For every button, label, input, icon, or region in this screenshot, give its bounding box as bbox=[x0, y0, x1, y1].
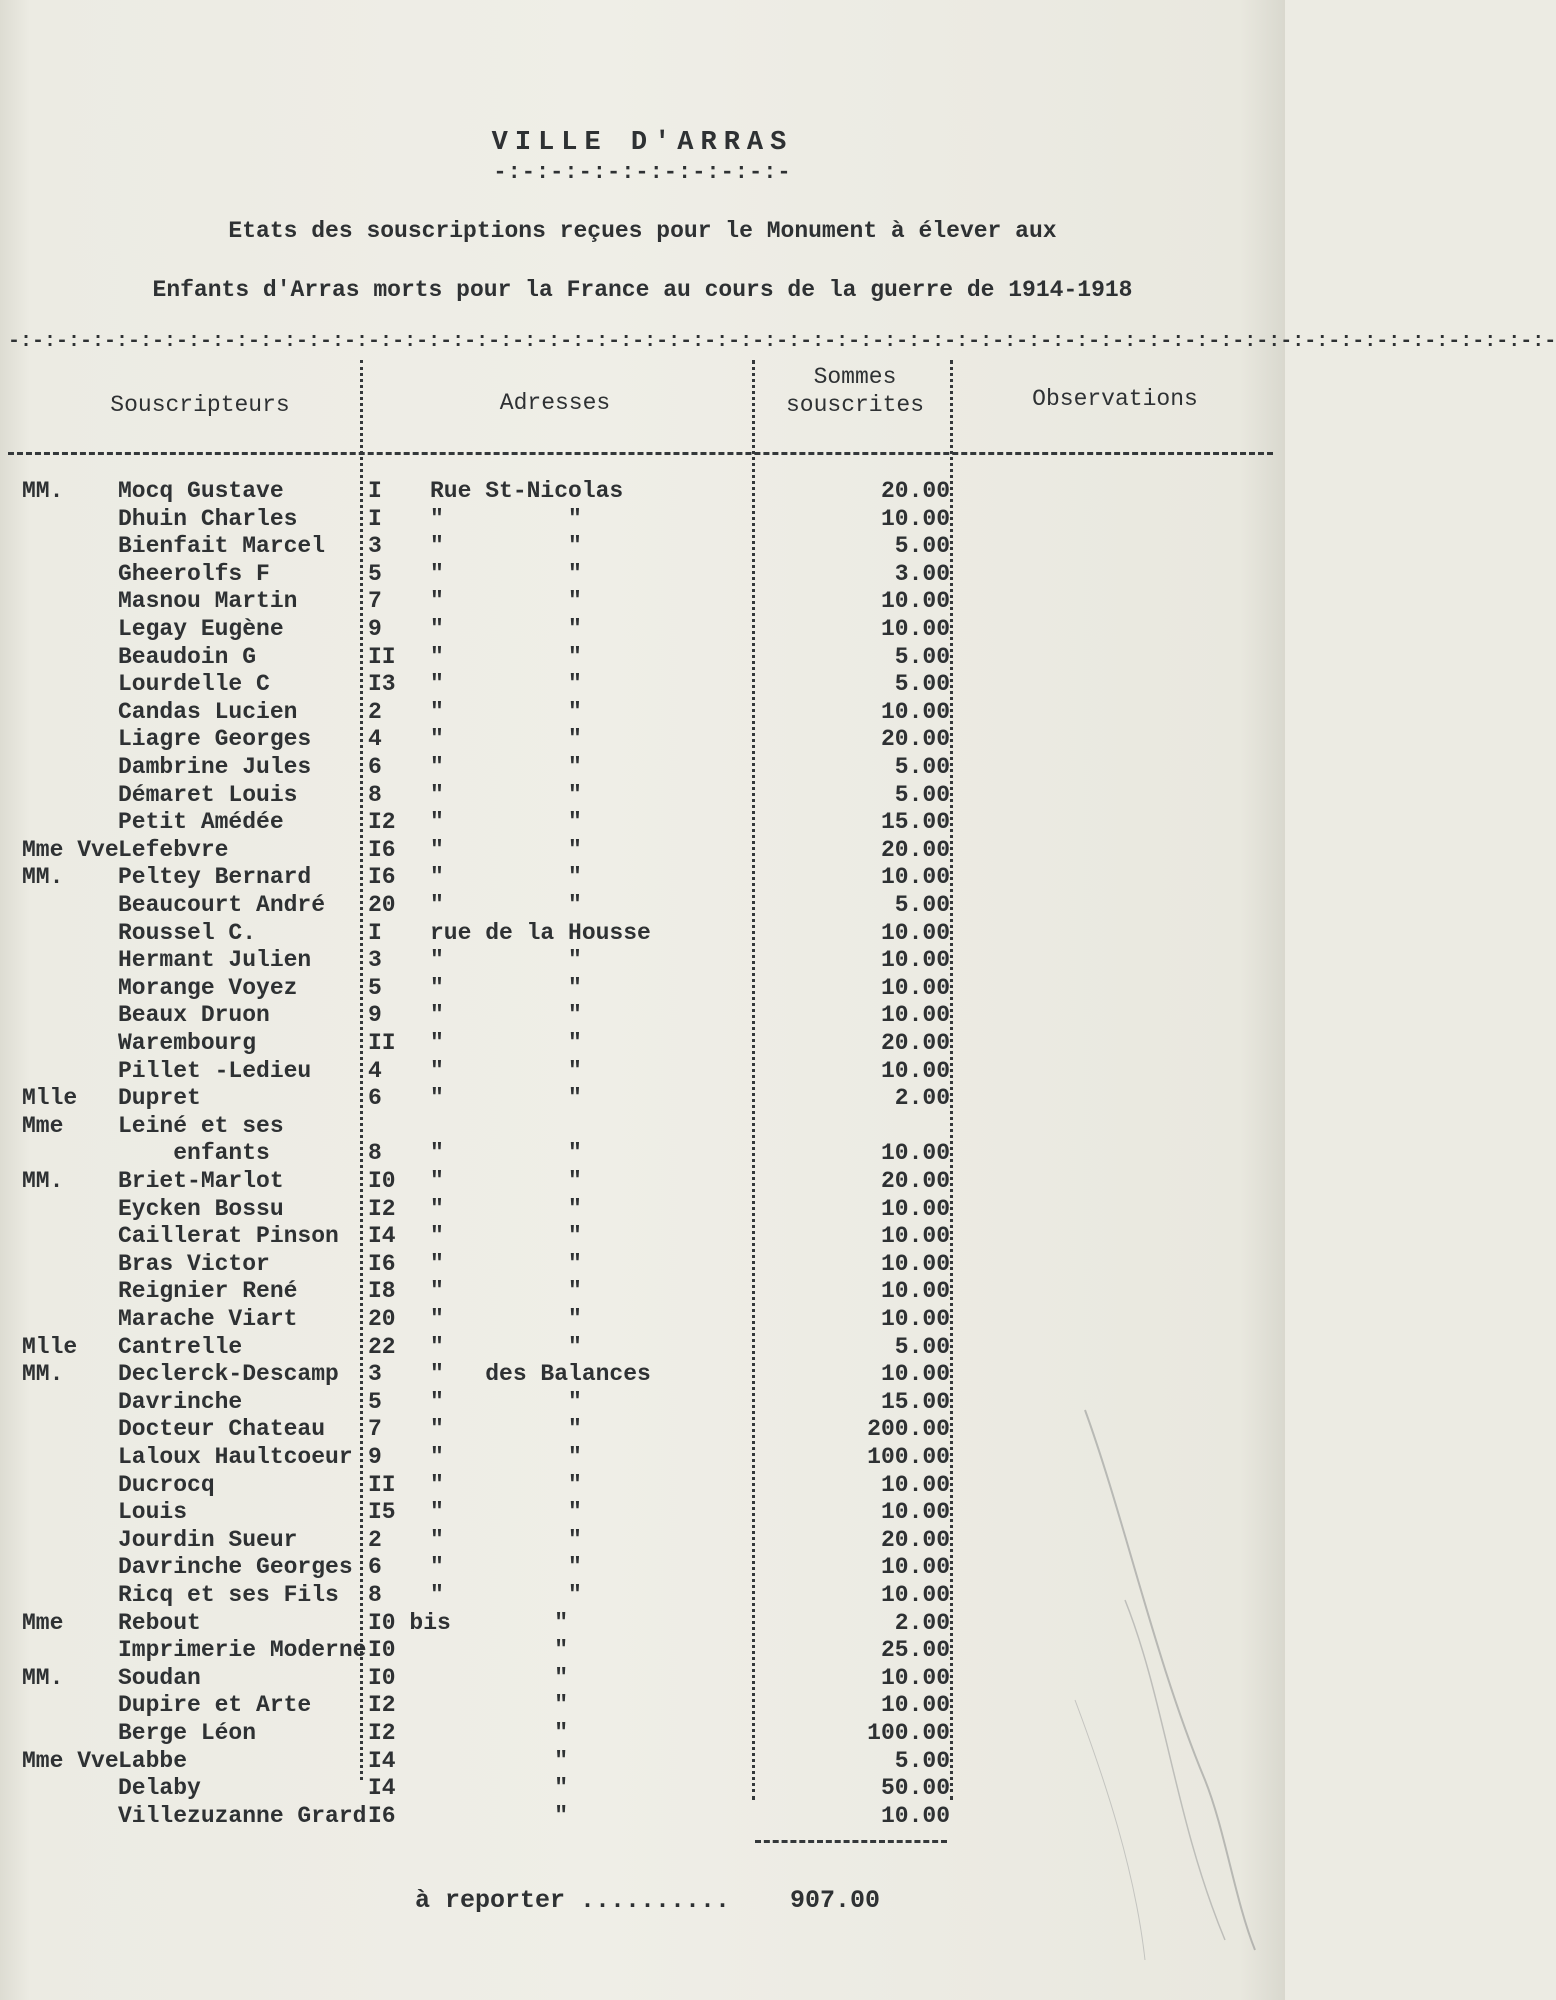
address-number: 22 bbox=[368, 1333, 396, 1360]
address-number: I bbox=[368, 919, 382, 946]
subscription-amount: 20.00 bbox=[880, 478, 950, 504]
address-number: 6 bbox=[368, 1085, 382, 1112]
subscription-amount: 5.00 bbox=[894, 671, 950, 698]
subscription-amount: 10.00 bbox=[880, 947, 950, 974]
subscriber-prefix: MM. bbox=[22, 1664, 64, 1691]
address-street: " " bbox=[430, 1526, 582, 1553]
subscriber-prefix: Mme Vve bbox=[22, 1747, 119, 1774]
address-number: I2 bbox=[368, 1720, 396, 1746]
table-row bbox=[0, 1306, 1285, 1334]
subscription-amount: 10.00 bbox=[880, 1002, 950, 1029]
subscriber-name: Beaudoin G bbox=[118, 643, 257, 670]
address-street: " " bbox=[430, 781, 582, 808]
subscriber-name: Declerck-Descamp bbox=[118, 1361, 339, 1388]
subscriber-name: Delaby bbox=[118, 1775, 201, 1802]
address-number: I0 bbox=[368, 1637, 396, 1664]
subscription-amount: 10.00 bbox=[880, 588, 950, 615]
address-street: " bbox=[430, 1802, 569, 1829]
address-number: I6 bbox=[368, 836, 396, 863]
header-adresses: Adresses bbox=[499, 390, 611, 416]
subscriber-name: Docteur Chateau bbox=[118, 1416, 326, 1443]
table-row bbox=[0, 1196, 1285, 1224]
paper-crease-marks bbox=[1065, 1400, 1265, 1960]
header-observations: Observations bbox=[1032, 386, 1198, 412]
address-street: " " bbox=[430, 864, 582, 891]
subscription-amount: 3.00 bbox=[894, 560, 950, 587]
subscriber-name: Bienfait Marcel bbox=[118, 533, 326, 560]
subscriber-prefix: Mme Vve bbox=[22, 836, 119, 863]
subscriber-name: Soudan bbox=[118, 1664, 201, 1691]
total-rule bbox=[755, 1840, 947, 1843]
subscriber-name: Cantrelle bbox=[118, 1333, 243, 1360]
subscriber-name: Laloux Haultcoeur bbox=[118, 1444, 353, 1470]
subscription-amount: 10.00 bbox=[880, 1250, 950, 1277]
subscriber-name: Reignier René bbox=[118, 1278, 298, 1305]
subscriber-name: Louis bbox=[118, 1499, 188, 1526]
subscription-amount: 10.00 bbox=[880, 1361, 950, 1388]
address-number: I0 bbox=[368, 1664, 396, 1691]
table-row bbox=[0, 754, 1285, 782]
table-row bbox=[0, 892, 1285, 920]
subscription-amount: 50.00 bbox=[880, 1775, 950, 1802]
subscriber-name: Pillet -Ledieu bbox=[118, 1057, 312, 1084]
address-street: " " bbox=[430, 1306, 582, 1332]
address-number: 5 bbox=[368, 1388, 382, 1415]
address-number: 8 bbox=[368, 781, 382, 808]
carry-forward-total: 907.00 bbox=[789, 1886, 880, 1915]
subscriber-prefix: Mme bbox=[22, 1609, 64, 1636]
table-row bbox=[0, 588, 1285, 616]
subscription-amount: 20.00 bbox=[880, 726, 950, 753]
subscription-amount: 5.00 bbox=[894, 781, 950, 808]
subscription-amount: 10.00 bbox=[880, 698, 950, 725]
address-number: I6 bbox=[368, 1250, 396, 1277]
address-street: " " bbox=[430, 1002, 582, 1029]
table-row bbox=[0, 1223, 1285, 1251]
subscriber-name: Démaret Louis bbox=[118, 781, 298, 808]
address-number: 9 bbox=[368, 1444, 382, 1470]
table-row bbox=[0, 1278, 1285, 1306]
subtitle-line-1: Etats des souscriptions reçues pour le Monument à élever aux bbox=[228, 218, 1057, 244]
subscription-amount: 20.00 bbox=[880, 1030, 950, 1056]
address-number: I2 bbox=[368, 1195, 396, 1222]
table-row bbox=[0, 1168, 1285, 1196]
subscriber-name: Davrinche bbox=[118, 1388, 243, 1415]
address-street: " " bbox=[430, 671, 582, 698]
subscriber-name: Dambrine Jules bbox=[118, 754, 312, 780]
table-row bbox=[0, 1058, 1285, 1086]
address-street: " bbox=[430, 1664, 569, 1691]
subscriber-name: Lourdelle C bbox=[118, 671, 270, 698]
subscription-amount: 10.00 bbox=[880, 1057, 950, 1084]
address-street: " " bbox=[430, 974, 582, 1001]
subscriber-name: Imprimerie Moderne bbox=[118, 1637, 367, 1664]
subscriber-name: Dupire et Arte bbox=[118, 1692, 312, 1719]
table-row bbox=[0, 809, 1285, 837]
address-street: " " bbox=[430, 698, 582, 725]
address-number: 9 bbox=[368, 1002, 382, 1029]
address-street: " " bbox=[430, 1250, 582, 1277]
address-number: 6 bbox=[368, 1554, 382, 1581]
subscription-amount: 10.00 bbox=[880, 616, 950, 642]
subscriber-name: Ricq et ses Fils bbox=[118, 1582, 339, 1608]
table-row bbox=[0, 699, 1285, 727]
subscriber-name: Leiné et ses bbox=[118, 1112, 284, 1139]
subscriber-name: Villezuzanne Grard bbox=[118, 1802, 367, 1829]
subscription-amount: 10.00 bbox=[880, 1499, 950, 1526]
subscriber-name: Davrinche Georges bbox=[118, 1554, 353, 1581]
address-street: rue de la Housse bbox=[430, 919, 651, 946]
address-street: " " bbox=[430, 1444, 582, 1470]
subscription-amount: 10.00 bbox=[880, 1223, 950, 1250]
subscriber-prefix: MM. bbox=[22, 478, 64, 504]
address-number: I5 bbox=[368, 1499, 396, 1526]
address-number: 2 bbox=[368, 1526, 382, 1553]
subscription-amount: 5.00 bbox=[894, 1747, 950, 1774]
header-sommes-line1: Sommes bbox=[813, 364, 897, 390]
address-street: " " bbox=[430, 892, 582, 918]
subscription-amount: 10.00 bbox=[880, 1692, 950, 1719]
subscription-amount: 2.00 bbox=[894, 1085, 950, 1112]
address-number: 3 bbox=[368, 533, 382, 560]
subscriber-prefix: MM. bbox=[22, 864, 64, 891]
subscriber-name: Peltey Bernard bbox=[118, 864, 312, 891]
table-row bbox=[0, 726, 1285, 754]
subscriber-prefix: Mme bbox=[22, 1112, 64, 1139]
address-street: " " bbox=[430, 1030, 582, 1056]
address-street: " " bbox=[430, 1582, 582, 1608]
address-street: " " bbox=[430, 947, 582, 974]
table-row bbox=[0, 644, 1285, 672]
address-number: I0 bbox=[368, 1168, 396, 1194]
address-number: I8 bbox=[368, 1278, 396, 1305]
address-number: 5 bbox=[368, 974, 382, 1001]
address-number: I0 bis bbox=[368, 1609, 451, 1636]
address-street: " " bbox=[430, 588, 582, 615]
address-street: " " bbox=[430, 533, 582, 560]
subscriber-name: Eycken Bossu bbox=[118, 1195, 284, 1222]
subscriber-name: Caillerat Pinson bbox=[118, 1223, 339, 1250]
table-row bbox=[0, 782, 1285, 810]
table-row bbox=[0, 1251, 1285, 1279]
address-street: " " bbox=[430, 1333, 582, 1360]
subscriber-name: Masnou Martin bbox=[118, 588, 298, 615]
table-row bbox=[0, 1030, 1285, 1058]
address-number: 5 bbox=[368, 560, 382, 587]
table-row bbox=[0, 947, 1285, 975]
address-street: " des Balances bbox=[430, 1361, 651, 1388]
address-number: II bbox=[368, 1030, 396, 1056]
subscriber-name: Dhuin Charles bbox=[118, 505, 298, 532]
address-number: I4 bbox=[368, 1747, 396, 1774]
subscriber-name: Rebout bbox=[118, 1609, 201, 1636]
subscription-amount: 100.00 bbox=[867, 1444, 950, 1470]
subscriber-name: Ducrocq bbox=[118, 1471, 215, 1498]
address-street: " " bbox=[430, 1168, 582, 1194]
subscriber-name: Dupret bbox=[118, 1085, 201, 1112]
address-street: " " bbox=[430, 1471, 582, 1498]
subscriber-name: Berge Léon bbox=[118, 1720, 257, 1746]
address-number: I2 bbox=[368, 1692, 396, 1719]
address-number: 7 bbox=[368, 1416, 382, 1443]
subscription-amount: 10.00 bbox=[880, 1664, 950, 1691]
title-rule: -:-:-:-:-:-:-:-:-:-:- bbox=[493, 160, 792, 185]
address-number: 8 bbox=[368, 1582, 382, 1608]
table-row bbox=[0, 1334, 1285, 1362]
address-street: " bbox=[430, 1720, 569, 1746]
address-number: I6 bbox=[368, 1802, 396, 1829]
subscription-amount: 10.00 bbox=[880, 864, 950, 891]
address-street: " " bbox=[430, 1278, 582, 1305]
address-number: 6 bbox=[368, 754, 382, 780]
subscriber-name: Mocq Gustave bbox=[118, 478, 284, 504]
address-street: " " bbox=[430, 1085, 582, 1112]
address-number: 4 bbox=[368, 1057, 382, 1084]
subscriber-prefix: MM. bbox=[22, 1361, 64, 1388]
subscriber-name: Gheerolfs F bbox=[118, 560, 270, 587]
table-row bbox=[0, 1113, 1285, 1141]
subscriber-name: Jourdin Sueur bbox=[118, 1526, 298, 1553]
subscription-amount: 10.00 bbox=[880, 1582, 950, 1608]
address-street: " " bbox=[430, 560, 582, 587]
subscription-amount: 2.00 bbox=[894, 1609, 950, 1636]
address-street: " bbox=[430, 1637, 569, 1664]
subscriber-name: Morange Voyez bbox=[118, 974, 298, 1001]
address-street: " bbox=[430, 1747, 569, 1774]
subscriber-name: Briet-Marlot bbox=[118, 1168, 284, 1194]
subscriber-name: Petit Amédée bbox=[118, 809, 284, 836]
subscriber-prefix: Mlle bbox=[22, 1085, 78, 1112]
subscription-amount: 100.00 bbox=[867, 1720, 950, 1746]
subscription-amount: 15.00 bbox=[880, 1388, 950, 1415]
address-street: " " bbox=[430, 1388, 582, 1415]
table-row bbox=[0, 533, 1285, 561]
table-row bbox=[0, 920, 1285, 948]
subscriber-name: Legay Eugène bbox=[118, 616, 284, 642]
address-street: " " bbox=[430, 1499, 582, 1526]
subscriber-name: Candas Lucien bbox=[118, 698, 298, 725]
subscription-amount: 15.00 bbox=[880, 809, 950, 836]
subscription-amount: 20.00 bbox=[880, 1168, 950, 1194]
table-row bbox=[0, 864, 1285, 892]
document-title: VILLE D'ARRAS bbox=[491, 128, 794, 158]
address-number: I bbox=[368, 505, 382, 532]
table-row bbox=[0, 671, 1285, 699]
address-number: I bbox=[368, 478, 382, 504]
address-number: I4 bbox=[368, 1775, 396, 1802]
subscription-amount: 10.00 bbox=[880, 1278, 950, 1305]
table-row bbox=[0, 1140, 1285, 1168]
address-street: " " bbox=[430, 1223, 582, 1250]
table-top-separator: -:-:-:-:-:-:-:-:-:-:-:-:-:-:-:-:-:-:-:-:-:-:-:-:-:-:-:-:-:-:-:-:-:-:-:-:-:-:-:-:-:-:-:-:-:-:-:-:-:-:-:-:-:-:-:-:-:-:-:-:-:-:-:-:- bbox=[8, 330, 1556, 353]
table-row bbox=[0, 975, 1285, 1003]
header-rule bbox=[8, 452, 1273, 455]
address-street: " " bbox=[430, 1195, 582, 1222]
subscriber-name: Roussel C. bbox=[118, 919, 257, 946]
table-row bbox=[0, 1002, 1285, 1030]
subscriber-name: Labbe bbox=[118, 1747, 188, 1774]
subscription-amount: 20.00 bbox=[880, 1526, 950, 1553]
subscription-amount: 10.00 bbox=[880, 1140, 950, 1167]
address-number: I2 bbox=[368, 809, 396, 836]
subscription-amount: 5.00 bbox=[894, 892, 950, 918]
subscription-amount: 5.00 bbox=[894, 754, 950, 780]
subscription-amount: 10.00 bbox=[880, 1195, 950, 1222]
address-number: I6 bbox=[368, 864, 396, 891]
address-number: II bbox=[368, 1471, 396, 1498]
address-street: " " bbox=[430, 726, 582, 753]
table-row bbox=[0, 561, 1285, 589]
subscriber-name: Bras Victor bbox=[118, 1250, 270, 1277]
address-number: I4 bbox=[368, 1223, 396, 1250]
subscriber-name: Beaucourt André bbox=[118, 892, 326, 918]
address-street: Rue St-Nicolas bbox=[430, 478, 624, 504]
subscription-amount: 5.00 bbox=[894, 643, 950, 670]
address-number: 2 bbox=[368, 698, 382, 725]
address-number: 20 bbox=[368, 1306, 396, 1332]
table-row bbox=[0, 478, 1285, 506]
address-street: " " bbox=[430, 754, 582, 780]
subscription-amount: 10.00 bbox=[880, 1554, 950, 1581]
subscriber-prefix: Mlle bbox=[22, 1333, 78, 1360]
address-number: 7 bbox=[368, 588, 382, 615]
subscription-amount: 10.00 bbox=[880, 1802, 950, 1829]
table-row bbox=[0, 1085, 1285, 1113]
subscription-amount: 20.00 bbox=[880, 836, 950, 863]
table-row bbox=[0, 1361, 1285, 1389]
header-sommes-line2: souscrites bbox=[785, 392, 925, 418]
address-number: 4 bbox=[368, 726, 382, 753]
subtitle-line-2: Enfants d'Arras morts pour la France au cours de la guerre de 1914-1918 bbox=[152, 277, 1133, 303]
table-row bbox=[0, 506, 1285, 534]
subscription-amount: 10.00 bbox=[880, 1471, 950, 1498]
subscription-amount: 5.00 bbox=[894, 1333, 950, 1360]
address-street: " " bbox=[430, 836, 582, 863]
address-number: 3 bbox=[368, 947, 382, 974]
subscriber-prefix: MM. bbox=[22, 1168, 64, 1194]
address-street: " " bbox=[430, 1140, 582, 1167]
address-street: " bbox=[430, 1692, 569, 1719]
subscriber-name: Hermant Julien bbox=[118, 947, 312, 974]
address-street: " bbox=[430, 1609, 569, 1636]
subscription-amount: 10.00 bbox=[880, 974, 950, 1001]
subscription-amount: 10.00 bbox=[880, 505, 950, 532]
address-street: " " bbox=[430, 643, 582, 670]
address-street: " bbox=[430, 1775, 569, 1802]
address-number: II bbox=[368, 643, 396, 670]
address-street: " " bbox=[430, 1057, 582, 1084]
table-row bbox=[0, 837, 1285, 865]
address-number: 20 bbox=[368, 892, 396, 918]
table-row bbox=[0, 616, 1285, 644]
address-number: 3 bbox=[368, 1361, 382, 1388]
carry-forward-label: à reporter .......... bbox=[415, 1886, 731, 1915]
subscription-amount: 10.00 bbox=[880, 1306, 950, 1332]
address-street: " " bbox=[430, 505, 582, 532]
subscriber-name: Liagre Georges bbox=[118, 726, 312, 753]
subscription-amount: 25.00 bbox=[880, 1637, 950, 1664]
subscriber-name: Warembourg bbox=[118, 1030, 257, 1056]
subscription-amount: 200.00 bbox=[867, 1416, 950, 1443]
subscriber-name: Marache Viart bbox=[118, 1306, 298, 1332]
address-number: I3 bbox=[368, 671, 396, 698]
header-souscripteurs: Souscripteurs bbox=[110, 392, 290, 418]
address-street: " " bbox=[430, 616, 582, 642]
address-street: " " bbox=[430, 1554, 582, 1581]
address-number: 8 bbox=[368, 1140, 382, 1167]
subscription-amount: 5.00 bbox=[894, 533, 950, 560]
subscriber-name: Beaux Druon bbox=[118, 1002, 270, 1029]
subscriber-name: Lefebvre bbox=[118, 836, 229, 863]
subscriber-name: enfants bbox=[118, 1140, 270, 1167]
address-street: " " bbox=[430, 809, 582, 836]
address-street: " " bbox=[430, 1416, 582, 1443]
subscription-amount: 10.00 bbox=[880, 919, 950, 946]
address-number: 9 bbox=[368, 616, 382, 642]
